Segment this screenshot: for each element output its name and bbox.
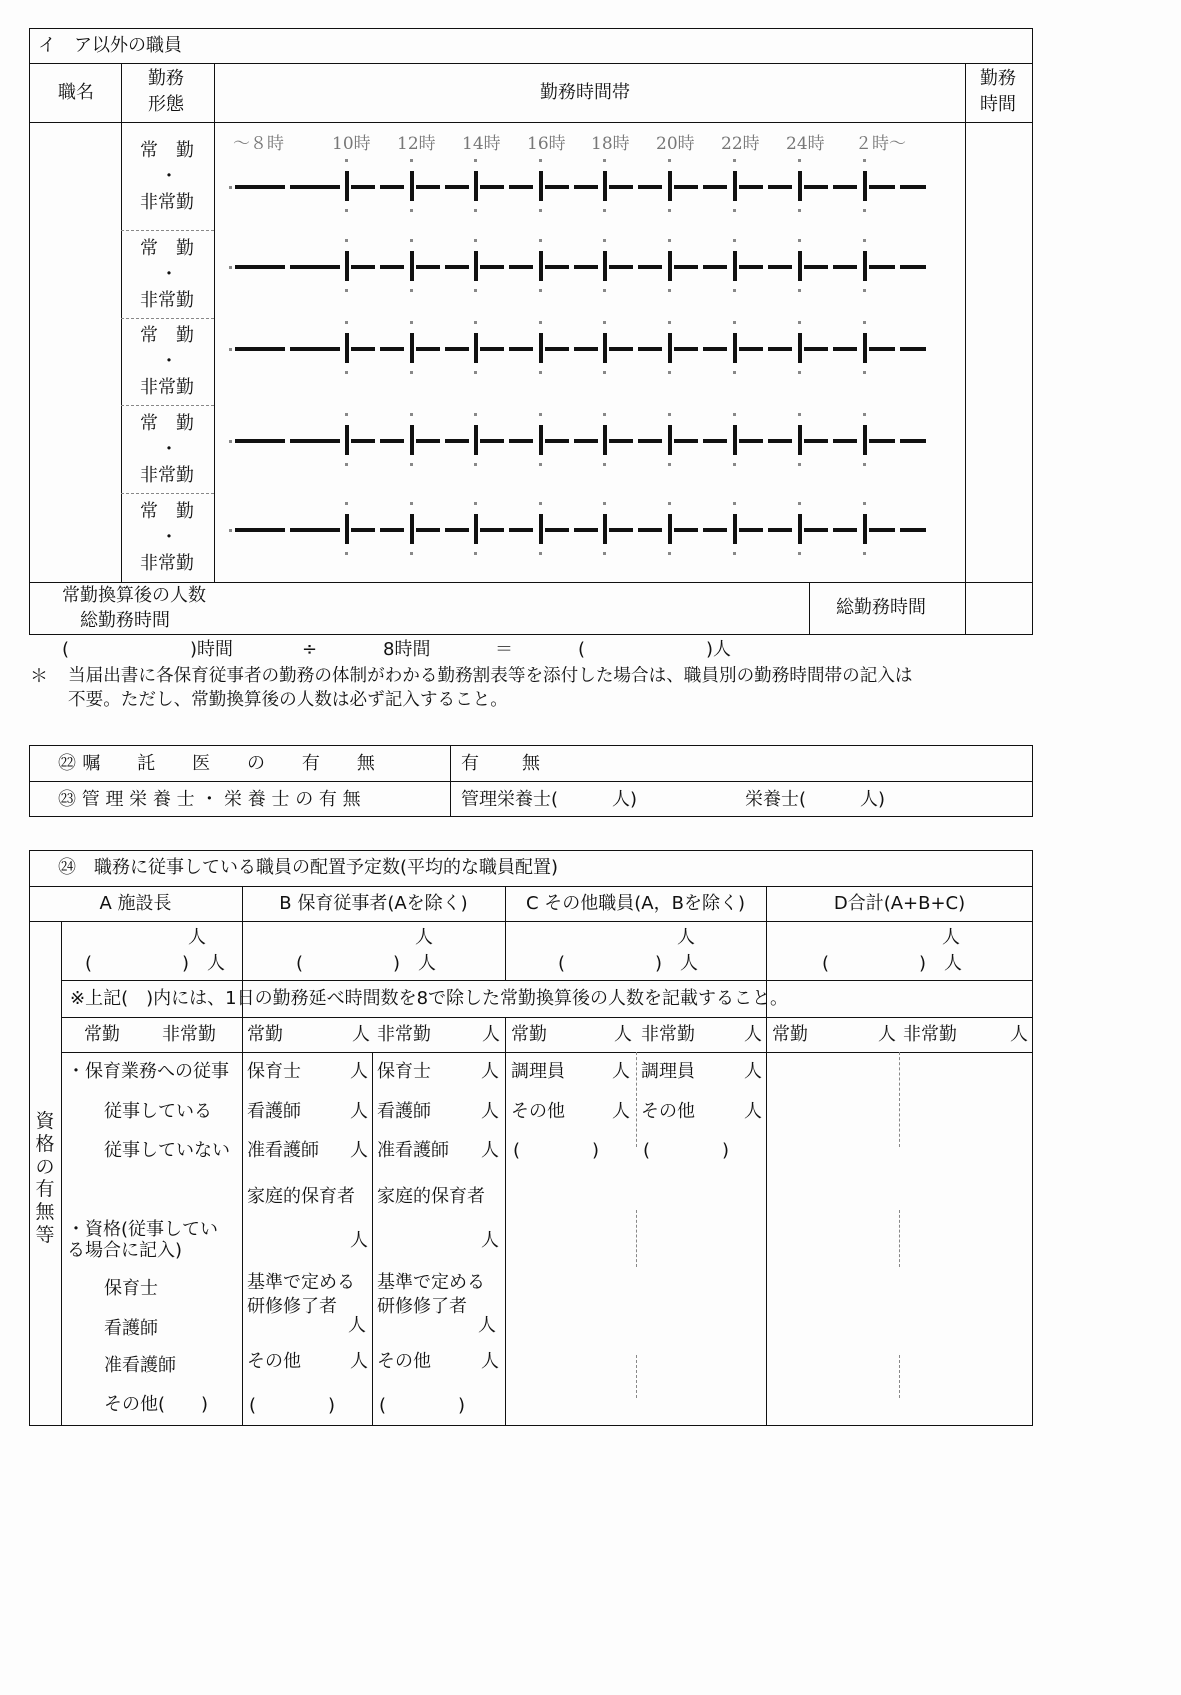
fte-label: 常勤換算後の人数: [62, 585, 206, 606]
time-bar-row-5[interactable]: [229, 500, 989, 560]
col-header-b: B 保育従事者(Aを除く): [279, 893, 468, 914]
item23-dietitian[interactable]: 栄養士( 人): [745, 789, 886, 810]
total-hours-sublabel: 総勤務時間: [80, 610, 170, 631]
item23-manager-dietitian[interactable]: 管理栄養士( 人): [461, 789, 638, 810]
col-d-parttime[interactable]: [900, 1053, 1032, 1425]
item23-label: ㉓ 管 理 栄 養 士 ・ 栄 養 士 の 有 無: [58, 789, 361, 810]
header-hours-2: 時間: [980, 94, 1016, 115]
sub-c-full: 常勤: [511, 1024, 547, 1045]
sub-a-full: 常勤: [84, 1024, 120, 1045]
section-title: イ ア以外の職員: [38, 35, 182, 56]
header-hours-1: 勤務: [980, 68, 1016, 89]
sub-a-part: 非常勤: [162, 1024, 216, 1045]
total-hours-label: 総勤務時間: [836, 597, 926, 618]
sub-b-part: 非常勤: [377, 1024, 431, 1045]
col-header-d: D合計(A+B+C): [833, 893, 966, 914]
sub-b-full: 常勤: [247, 1024, 283, 1045]
time-bar-row-4[interactable]: [229, 411, 989, 471]
item24-note: ※上記( )内には、1日の勤務延べ時間数を8で除した常勤換算後の人数を記載すること。: [70, 988, 789, 1009]
sub-c-part: 非常勤: [641, 1024, 695, 1045]
header-job-name: 職名: [58, 82, 94, 103]
time-bar-row-3[interactable]: [229, 319, 989, 379]
item22-label: ㉒ 嘱 託 医 の 有 無: [58, 753, 376, 774]
header-time-band: 勤務時間帯: [540, 82, 630, 103]
header-work-type-2: 形態: [148, 94, 184, 115]
sub-d-part: 非常勤: [903, 1024, 957, 1045]
note-mark: ＊: [30, 666, 48, 687]
header-work-type-1: 勤務: [148, 68, 184, 89]
note-line-2: 不要。ただし、常勤換算後の人数は必ず記入すること。: [68, 690, 508, 710]
total-hours-input[interactable]: )時間: [190, 639, 234, 660]
time-bar-row-1[interactable]: [229, 157, 989, 217]
item22-no[interactable]: 無: [522, 753, 540, 774]
qualification-vertical-label: 資格の有無等: [35, 1110, 55, 1246]
col-d-fulltime[interactable]: [767, 1053, 898, 1425]
item24-title: ㉔ 職務に従事している職員の配置予定数(平均的な職員配置): [58, 857, 559, 878]
note-line-1: 当届出書に各保育従事者の勤務の体制がわかる勤務割表等を添付した場合は、職員別の勤務時間帯の記入は: [68, 666, 913, 686]
item22-yes[interactable]: 有: [461, 753, 479, 774]
fte-result-input[interactable]: )人: [706, 639, 732, 660]
col-header-c: C その他職員(A，Bを除く): [526, 893, 745, 914]
col-header-a: A 施設長: [99, 893, 172, 914]
sub-d-full: 常勤: [772, 1024, 808, 1045]
time-bar-row-2[interactable]: [229, 237, 989, 297]
